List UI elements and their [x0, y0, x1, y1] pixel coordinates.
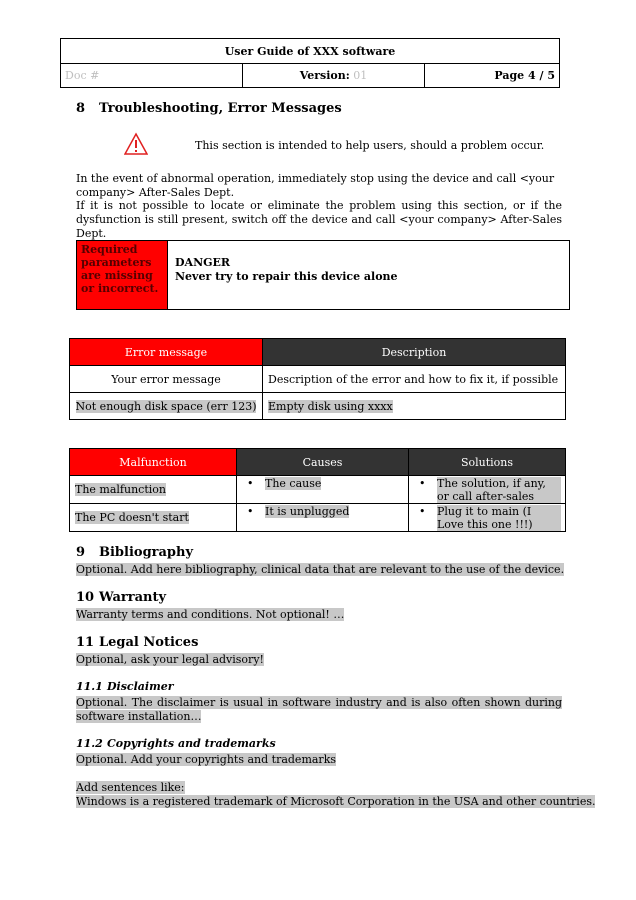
section-11-text: Optional, ask your legal advisory!	[76, 653, 264, 666]
section-10-text: Warranty terms and conditions. Not optional! …	[76, 608, 345, 621]
section-9-text: Optional. Add here bibliography, clinical data that are relevant to the use of the device.	[76, 563, 565, 576]
solution-cell: The solution, if any, or call after-sales	[437, 477, 561, 503]
table-row	[70, 366, 566, 393]
bullet-icon: •	[419, 505, 426, 518]
bullet-icon: •	[247, 477, 254, 490]
document-title: User Guide of XXX software	[61, 39, 559, 64]
malfunction-table	[69, 448, 566, 532]
malfunction-cell: The PC doesn't start	[75, 511, 189, 524]
malfunction-header: Malfunction	[70, 449, 237, 476]
doc-number: Doc #	[61, 64, 243, 88]
page-number: Page 4 / 5	[494, 69, 555, 82]
section-8-title: Troubleshooting, Error Messages	[99, 101, 342, 116]
error-table-header-description: Description	[263, 339, 566, 366]
section-11-2-text: Optional. Add your copyrights and trademarks	[76, 753, 337, 766]
danger-title: DANGER	[175, 256, 231, 269]
section-11-number: 11	[76, 635, 95, 650]
danger-box	[76, 240, 570, 310]
section-10-number: 10	[76, 590, 95, 605]
cause-cell: The cause	[265, 477, 322, 490]
version-label: Version:	[299, 69, 350, 82]
section-11-2-title: Copyrights and trademarks	[107, 737, 276, 750]
solutions-header: Solutions	[409, 449, 566, 476]
error-cell: Your error message	[70, 366, 263, 393]
causes-header: Causes	[237, 449, 409, 476]
section-11-1-text: Optional. The disclaimer is usual in software industry and is also often shown during software installation…	[76, 696, 562, 723]
description-cell: Empty disk using xxxx	[268, 399, 393, 413]
section-9-number: 9	[76, 545, 86, 560]
table-row	[70, 476, 566, 504]
section-8-number: 8	[76, 101, 86, 116]
cause-cell: It is unplugged	[265, 505, 350, 518]
bullet-icon: •	[419, 477, 426, 490]
error-table-header-message: Error message	[70, 339, 263, 366]
bullet-icon: •	[247, 505, 254, 518]
description-cell: Description of the error and how to fix it, if possible	[263, 366, 566, 393]
trademark-example: Windows is a registered trademark of Microsoft Corporation in the USA and other countries.	[76, 795, 596, 808]
danger-text: Never try to repair this device alone	[175, 270, 398, 283]
section-11-1-title: Disclaimer	[107, 680, 174, 693]
solution-cell: Plug it to main (I Love this one !!!)	[437, 505, 561, 531]
warning-triangle-icon	[124, 132, 148, 156]
section-11-title: Legal Notices	[99, 635, 199, 650]
danger-warning-text: Required parameters are missing or incorrect.	[77, 241, 168, 309]
section-11-1-number: 11.1	[76, 680, 103, 693]
add-sentences-label: Add sentences like:	[76, 781, 185, 794]
paragraph-abnormal-operation: In the event of abnormal operation, immediately stop using the device and call <your company> After-Sales Dept.	[76, 172, 555, 199]
intro-note: This section is intended to help users, should a problem occur.	[195, 139, 545, 152]
table-row	[70, 504, 566, 532]
document-header	[60, 38, 560, 88]
error-cell: Not enough disk space (err 123)	[75, 399, 257, 413]
malfunction-cell: The malfunction	[75, 483, 166, 496]
section-11-2-number: 11.2	[76, 737, 103, 750]
section-10-title: Warranty	[99, 590, 167, 605]
table-row	[70, 393, 566, 420]
version-value: 01	[353, 69, 368, 82]
section-9-title: Bibliography	[99, 545, 194, 560]
error-message-table	[69, 338, 566, 420]
paragraph-switch-off: If it is not possible to locate or eliminate the problem using this section, or if the dysfunction is still present, switch off the device and call <your company> After-Sales Dept.	[76, 199, 562, 240]
version-cell	[243, 64, 425, 88]
